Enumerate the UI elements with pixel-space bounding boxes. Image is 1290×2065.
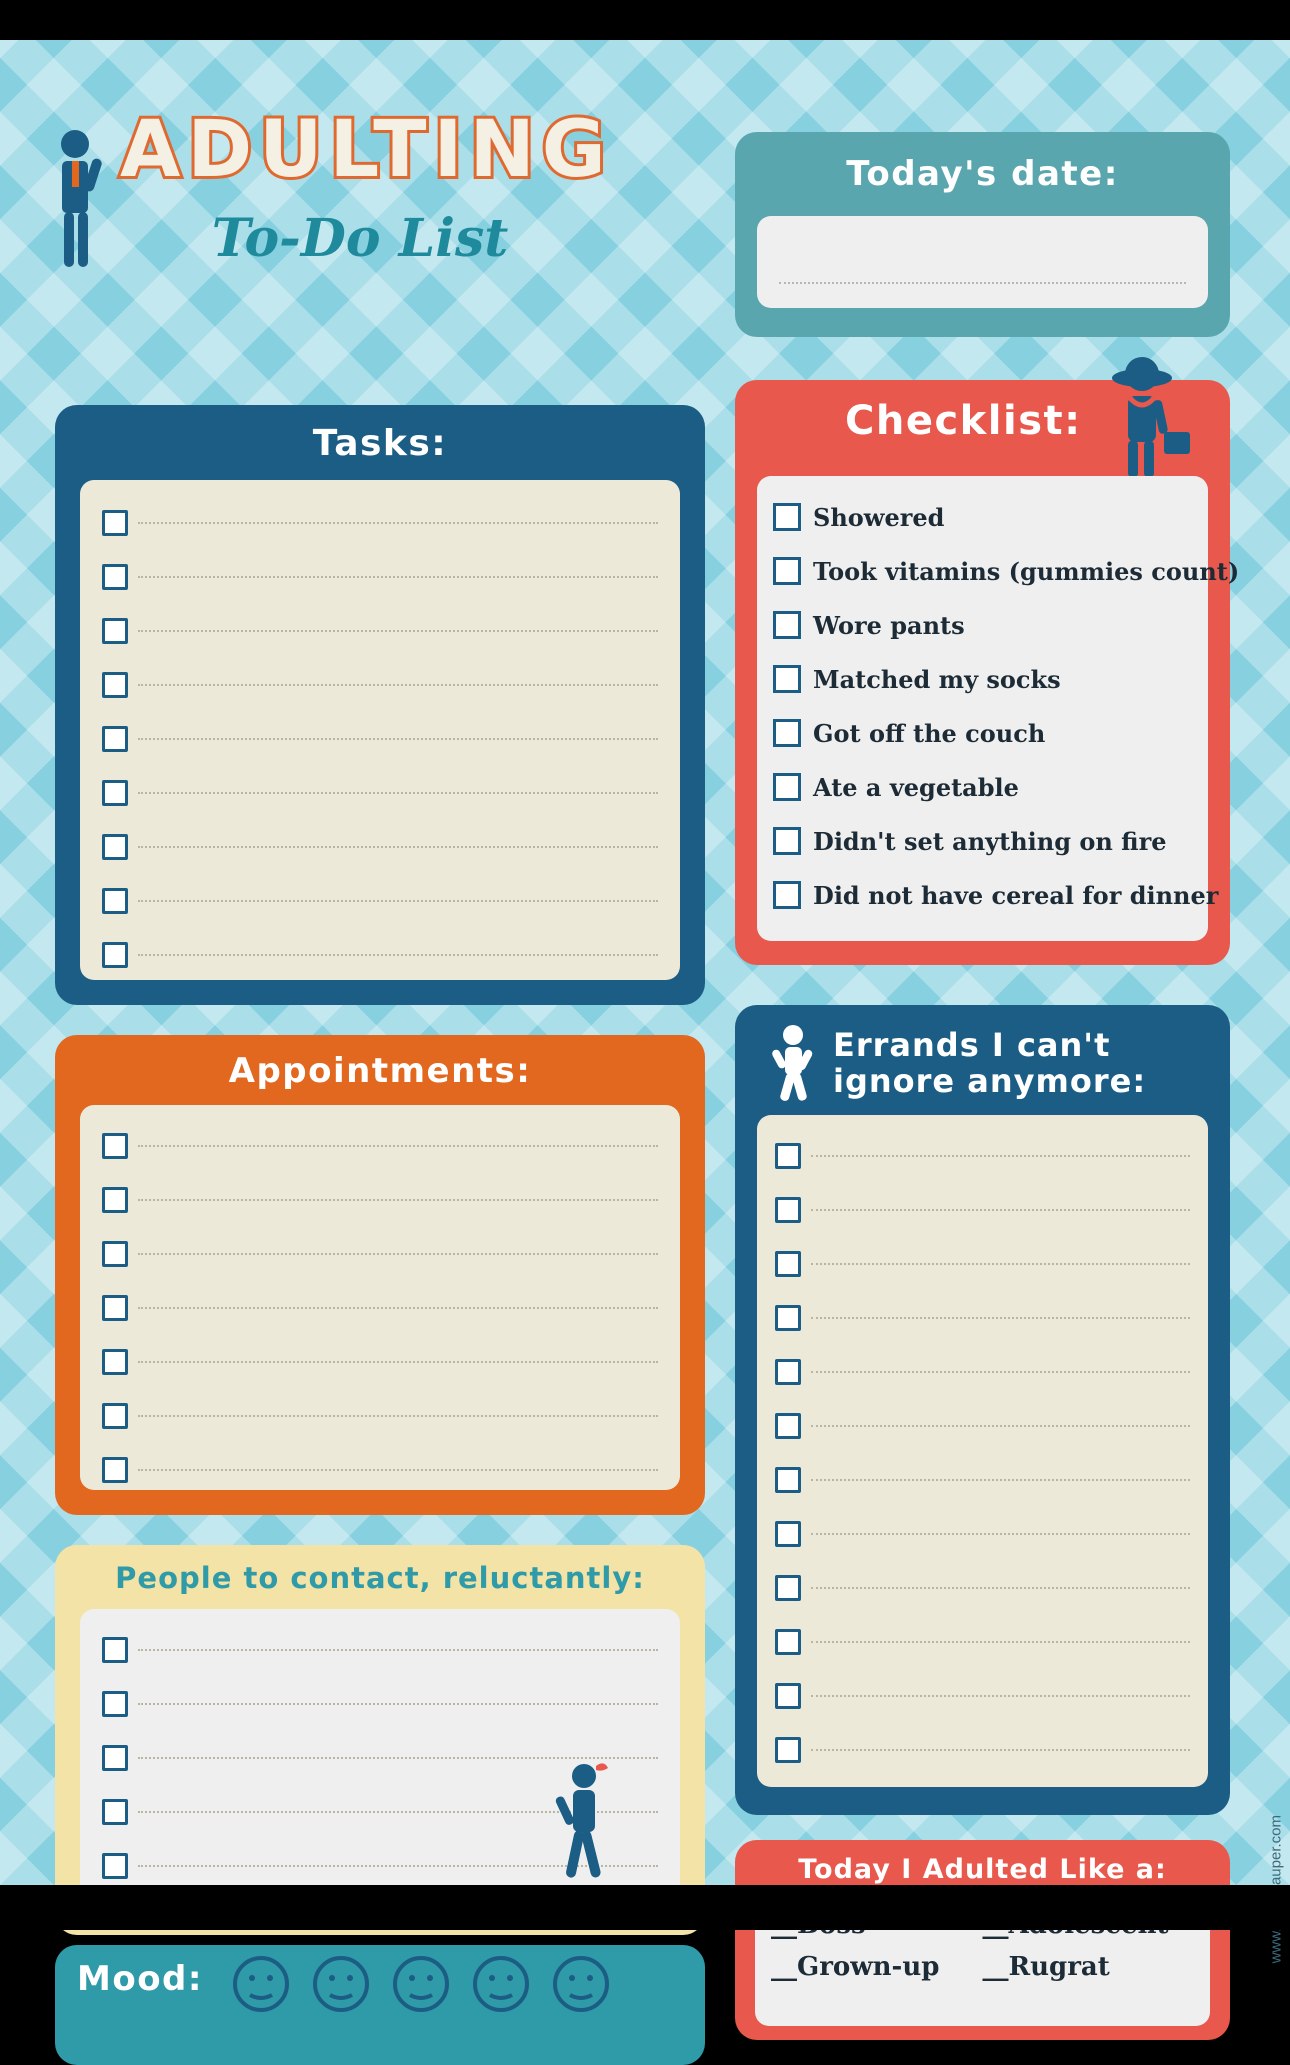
mood-faces [230,1953,612,2020]
checkbox[interactable] [775,1251,801,1277]
task-row[interactable] [102,712,658,766]
checkbox[interactable] [773,881,801,909]
checklist-item-label: Didn't set anything on fire [813,826,1167,856]
checkbox[interactable] [102,1403,128,1429]
top-letterbox-bar [0,0,1290,40]
checkbox[interactable] [102,1241,128,1267]
checkbox[interactable] [102,834,128,860]
checklist-item-label: Ate a vegetable [813,772,1019,802]
appointment-row[interactable] [102,1443,658,1497]
errands-card [735,1005,1230,1815]
write-line[interactable] [811,1209,1190,1211]
write-line[interactable] [138,1649,658,1651]
checkbox[interactable] [102,672,128,698]
errand-row[interactable] [775,1669,1190,1723]
errand-row[interactable] [775,1453,1190,1507]
errand-row[interactable] [775,1723,1190,1777]
checkbox[interactable] [775,1629,801,1655]
checkbox[interactable] [102,510,128,536]
adulted-option[interactable]: __Grown-up [771,1952,940,1982]
checkbox[interactable] [102,780,128,806]
errand-row[interactable] [775,1507,1190,1561]
printable-page [0,40,1290,1999]
todays-date-label: Today's date: [846,154,1119,194]
write-line[interactable] [138,1469,658,1471]
checklist-item[interactable] [773,490,1192,544]
adulted-like-a-title: Today I Adulted Like a: [798,1854,1167,1885]
appointments-card [55,1035,705,1515]
face-tired-icon[interactable] [310,1953,372,2020]
errand-row[interactable] [775,1291,1190,1345]
checklist-item-label: Matched my socks [813,664,1061,694]
errand-row[interactable] [775,1561,1190,1615]
appointment-row[interactable] [102,1335,658,1389]
tasks-title: Tasks: [312,423,448,464]
write-line[interactable] [138,522,658,524]
task-row[interactable] [102,550,658,604]
write-line[interactable] [138,684,658,686]
checkbox[interactable] [102,1799,128,1825]
checkbox[interactable] [102,1133,128,1159]
checklist-item-label: Wore pants [813,610,965,640]
errand-row[interactable] [775,1399,1190,1453]
checkbox[interactable] [773,611,801,639]
errand-row[interactable] [775,1183,1190,1237]
checkbox[interactable] [102,618,128,644]
write-line[interactable] [138,954,658,956]
checkbox[interactable] [102,1691,128,1717]
face-dizzy-icon[interactable] [230,1953,292,2020]
checkbox[interactable] [775,1575,801,1601]
checklist-item[interactable] [773,652,1192,706]
checkbox[interactable] [102,942,128,968]
errand-row[interactable] [775,1129,1190,1183]
checkbox[interactable] [102,726,128,752]
checkbox[interactable] [102,1295,128,1321]
write-line[interactable] [811,1155,1190,1157]
write-line[interactable] [811,1371,1190,1373]
write-line[interactable] [811,1587,1190,1589]
checklist-title: Checklist: [845,398,1082,444]
lady-with-handbag-icon [1090,350,1210,480]
write-line[interactable] [138,738,658,740]
appointment-row[interactable] [102,1281,658,1335]
checkbox[interactable] [775,1413,801,1439]
errands-list [757,1115,1208,1787]
checkbox[interactable] [102,888,128,914]
task-row[interactable] [102,496,658,550]
checklist-item[interactable] [773,706,1192,760]
write-line[interactable] [811,1263,1190,1265]
checklist-item-label: Showered [813,502,945,532]
checkbox[interactable] [775,1197,801,1223]
write-line[interactable] [138,846,658,848]
write-line[interactable] [811,1317,1190,1319]
write-line[interactable] [811,1641,1190,1643]
write-line[interactable] [138,576,658,578]
adulted-like-a-card [735,1840,1230,2040]
task-row[interactable] [102,604,658,658]
write-line[interactable] [138,792,658,794]
checkbox[interactable] [775,1683,801,1709]
write-line[interactable] [138,1199,658,1201]
appointments-title: Appointments: [228,1051,532,1091]
appointments-rows [102,1119,658,1497]
page-title: ADULTING [120,105,613,195]
write-line[interactable] [811,1479,1190,1481]
checkbox[interactable] [773,557,801,585]
errands-title: Errands I can't ignore anymore: [833,1026,1147,1100]
checklist-item-label: Got off the couch [813,718,1046,748]
checkbox[interactable] [102,564,128,590]
checklist-item-label: Took vitamins (gummies count) [813,556,1240,586]
errands-rows [775,1129,1190,1777]
checkbox[interactable] [775,1467,801,1493]
checkbox[interactable] [773,665,801,693]
checkbox[interactable] [102,1745,128,1771]
errand-row[interactable] [775,1345,1190,1399]
checkbox[interactable] [773,827,801,855]
walking-woman-icon [550,1760,620,1890]
checkbox[interactable] [775,1521,801,1547]
checkbox[interactable] [102,1349,128,1375]
write-line[interactable] [811,1533,1190,1535]
write-line[interactable] [138,1253,658,1255]
todays-date-input[interactable] [757,216,1208,308]
checklist-item[interactable] [773,868,1219,922]
write-line[interactable] [138,630,658,632]
task-row[interactable] [102,766,658,820]
write-line[interactable] [811,1749,1190,1751]
write-line[interactable] [811,1425,1190,1427]
mood-card [55,1945,705,2065]
checklist-items [757,476,1240,941]
mood-title: Mood: [77,1959,203,1999]
checkbox[interactable] [102,1457,128,1483]
checkbox[interactable] [102,1637,128,1663]
people-to-contact-title: People to contact, reluctantly: [115,1561,645,1595]
face-weary-icon[interactable] [390,1953,452,2020]
errand-row[interactable] [775,1237,1190,1291]
people-to-contact-card [55,1545,705,1935]
task-row[interactable] [102,928,658,982]
write-line[interactable] [138,1307,658,1309]
write-line[interactable] [138,900,658,902]
todays-date-card [735,132,1230,337]
write-line[interactable] [811,1695,1190,1697]
appointment-row[interactable] [102,1227,658,1281]
checklist-item[interactable] [773,814,1192,868]
tasks-card [55,405,705,1005]
bottom-letterbox-bar [0,1885,1290,1930]
checkbox[interactable] [775,1737,801,1763]
write-line[interactable] [138,1703,658,1705]
task-row[interactable] [102,874,658,928]
appointment-row[interactable] [102,1389,658,1443]
checklist-rows [773,490,1240,922]
person-row[interactable] [102,1677,658,1731]
checkbox[interactable] [775,1305,801,1331]
date-write-line [779,282,1186,284]
checklist-card [735,380,1240,965]
appointments-list [80,1105,680,1490]
task-row[interactable] [102,820,658,874]
checklist-item[interactable] [773,760,1192,814]
checklist-item[interactable] [773,598,1192,652]
checkbox[interactable] [773,719,801,747]
checkbox[interactable] [773,503,801,531]
errand-row[interactable] [775,1615,1190,1669]
write-line[interactable] [138,1361,658,1363]
checklist-item-label: Did not have cereal for dinner [813,880,1219,910]
walking-person-icon [759,1023,829,1103]
write-line[interactable] [138,1415,658,1417]
adulted-option[interactable]: __Rugrat [982,1952,1110,1982]
checklist-item[interactable] [773,544,1240,598]
task-row[interactable] [102,658,658,712]
appointment-row[interactable] [102,1119,658,1173]
face-smile-icon[interactable] [550,1953,612,2020]
checkbox[interactable] [102,1187,128,1213]
tasks-list [80,480,680,980]
checkbox[interactable] [102,1853,128,1879]
checkbox[interactable] [773,773,801,801]
write-line[interactable] [138,1145,658,1147]
appointment-row[interactable] [102,1173,658,1227]
businessman-icon [48,128,120,278]
page-subtitle: To-Do List [211,208,509,269]
tasks-rows [102,496,658,982]
face-neutral-icon[interactable] [470,1953,532,2020]
person-row[interactable] [102,1623,658,1677]
checkbox[interactable] [775,1143,801,1169]
checkbox[interactable] [775,1359,801,1385]
write-line[interactable] [138,1757,658,1759]
